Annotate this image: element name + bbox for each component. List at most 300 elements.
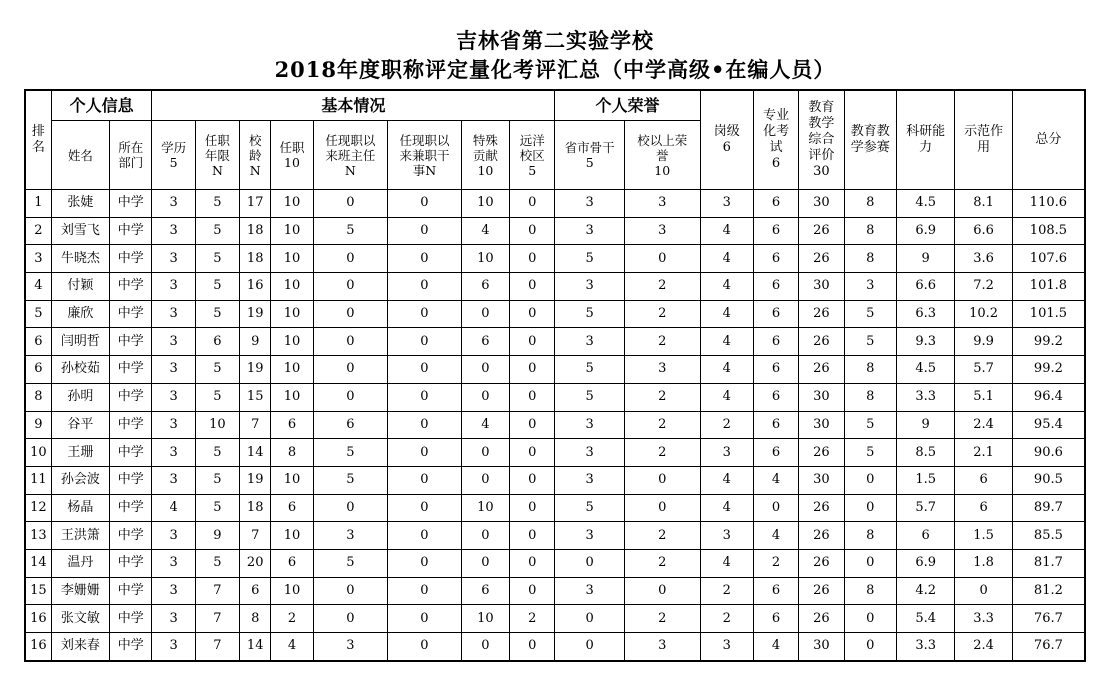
cell-special: 4 bbox=[461, 217, 509, 245]
cell-class-head: 0 bbox=[313, 190, 388, 218]
cell-tenure: 10 bbox=[195, 411, 239, 439]
cell-tenure: 5 bbox=[195, 245, 239, 273]
cell-post: 10 bbox=[271, 328, 313, 356]
cell-remote: 0 bbox=[510, 466, 555, 494]
header-total: 总分 bbox=[1012, 90, 1085, 190]
cell-tenure: 5 bbox=[195, 190, 239, 218]
cell-honor-above: 2 bbox=[624, 273, 700, 301]
cell-research: 9 bbox=[896, 411, 954, 439]
cell-teaching: 26 bbox=[799, 522, 844, 550]
cell-backbone: 3 bbox=[555, 466, 625, 494]
cell-research: 6.6 bbox=[896, 273, 954, 301]
cell-teaching: 30 bbox=[799, 383, 844, 411]
cell-remote: 0 bbox=[510, 300, 555, 328]
cell-total: 110.6 bbox=[1012, 190, 1085, 218]
cell-tenure: 7 bbox=[195, 605, 239, 633]
cell-competition: 8 bbox=[844, 245, 896, 273]
cell-teaching: 30 bbox=[799, 190, 844, 218]
cell-demo: 1.8 bbox=[955, 549, 1012, 577]
cell-post: 6 bbox=[271, 411, 313, 439]
cell-backbone: 3 bbox=[555, 273, 625, 301]
cell-exam: 6 bbox=[753, 411, 798, 439]
header-group-basic: 基本情况 bbox=[152, 90, 555, 121]
cell-demo: 6 bbox=[955, 494, 1012, 522]
cell-remote: 0 bbox=[510, 439, 555, 467]
cell-cadre: 0 bbox=[388, 466, 462, 494]
cell-rank: 2 bbox=[25, 217, 51, 245]
cell-teaching: 26 bbox=[799, 494, 844, 522]
cell-total: 81.7 bbox=[1012, 549, 1085, 577]
table-row bbox=[25, 383, 1085, 411]
header-remote: 远洋 校区 5 bbox=[510, 121, 555, 190]
cell-demo: 2.1 bbox=[955, 439, 1012, 467]
header-exam: 专业 化考 试 6 bbox=[753, 90, 798, 190]
cell-class-head: 5 bbox=[313, 217, 388, 245]
cell-research: 4.5 bbox=[896, 356, 954, 384]
cell-cadre: 0 bbox=[388, 522, 462, 550]
cell-post: 8 bbox=[271, 439, 313, 467]
cell-competition: 5 bbox=[844, 300, 896, 328]
cell-research: 6.3 bbox=[896, 300, 954, 328]
cell-special: 0 bbox=[461, 549, 509, 577]
cell-remote: 2 bbox=[510, 605, 555, 633]
cell-cadre: 0 bbox=[388, 190, 462, 218]
cell-edu: 3 bbox=[152, 300, 195, 328]
cell-honor-above: 0 bbox=[624, 577, 700, 605]
cell-backbone: 0 bbox=[555, 633, 625, 661]
cell-dept: 中学 bbox=[110, 383, 152, 411]
cell-competition: 0 bbox=[844, 494, 896, 522]
cell-cadre: 0 bbox=[388, 549, 462, 577]
cell-exam: 6 bbox=[753, 356, 798, 384]
cell-cadre: 0 bbox=[388, 411, 462, 439]
cell-remote: 0 bbox=[510, 411, 555, 439]
cell-dept: 中学 bbox=[110, 411, 152, 439]
cell-rank: 14 bbox=[25, 549, 51, 577]
cell-cadre: 0 bbox=[388, 439, 462, 467]
cell-post: 10 bbox=[271, 217, 313, 245]
cell-total: 89.7 bbox=[1012, 494, 1085, 522]
table-row bbox=[25, 605, 1085, 633]
header-demo: 示范作 用 bbox=[955, 90, 1012, 190]
cell-remote: 0 bbox=[510, 549, 555, 577]
header-dept: 所在 部门 bbox=[110, 121, 152, 190]
cell-honor-above: 0 bbox=[624, 245, 700, 273]
cell-class-head: 5 bbox=[313, 466, 388, 494]
cell-honor-above: 3 bbox=[624, 217, 700, 245]
cell-class-head: 6 bbox=[313, 411, 388, 439]
cell-edu: 3 bbox=[152, 466, 195, 494]
cell-demo: 5.7 bbox=[955, 356, 1012, 384]
cell-teaching: 30 bbox=[799, 411, 844, 439]
cell-exam: 6 bbox=[753, 605, 798, 633]
cell-demo: 10.2 bbox=[955, 300, 1012, 328]
cell-tenure: 5 bbox=[195, 273, 239, 301]
cell-backbone: 0 bbox=[555, 549, 625, 577]
cell-demo: 5.1 bbox=[955, 383, 1012, 411]
cell-total: 101.5 bbox=[1012, 300, 1085, 328]
cell-research: 5.7 bbox=[896, 494, 954, 522]
cell-cadre: 0 bbox=[388, 245, 462, 273]
cell-class-head: 0 bbox=[313, 245, 388, 273]
cell-position: 3 bbox=[700, 439, 753, 467]
cell-research: 1.5 bbox=[896, 466, 954, 494]
cell-exam: 2 bbox=[753, 549, 798, 577]
cell-rank: 1 bbox=[25, 190, 51, 218]
cell-position: 4 bbox=[700, 245, 753, 273]
header-class-head: 任现职以 来班主任 N bbox=[313, 121, 388, 190]
cell-competition: 0 bbox=[844, 633, 896, 661]
cell-special: 10 bbox=[461, 605, 509, 633]
cell-edu: 3 bbox=[152, 190, 195, 218]
cell-special: 6 bbox=[461, 273, 509, 301]
header-competition: 教育教 学参赛 bbox=[844, 90, 896, 190]
cell-class-head: 0 bbox=[313, 605, 388, 633]
cell-teaching: 26 bbox=[799, 245, 844, 273]
cell-competition: 5 bbox=[844, 328, 896, 356]
cell-name: 温丹 bbox=[51, 549, 109, 577]
header-teaching: 教育 教学 综合 评价 30 bbox=[799, 90, 844, 190]
cell-competition: 8 bbox=[844, 356, 896, 384]
cell-exam: 6 bbox=[753, 217, 798, 245]
cell-rank: 11 bbox=[25, 466, 51, 494]
cell-backbone: 5 bbox=[555, 383, 625, 411]
header-special: 特殊 贡献 10 bbox=[461, 121, 509, 190]
cell-rank: 16 bbox=[25, 633, 51, 661]
cell-teaching: 30 bbox=[799, 466, 844, 494]
cell-dept: 中学 bbox=[110, 439, 152, 467]
header-honor-above: 校以上荣 誉 10 bbox=[624, 121, 700, 190]
cell-position: 4 bbox=[700, 300, 753, 328]
cell-tenure: 5 bbox=[195, 217, 239, 245]
cell-tenure: 5 bbox=[195, 383, 239, 411]
cell-honor-above: 2 bbox=[624, 605, 700, 633]
cell-competition: 0 bbox=[844, 605, 896, 633]
cell-position: 2 bbox=[700, 605, 753, 633]
cell-special: 6 bbox=[461, 577, 509, 605]
cell-name: 刘雪飞 bbox=[51, 217, 109, 245]
cell-exam: 4 bbox=[753, 633, 798, 661]
cell-name: 刘来春 bbox=[51, 633, 109, 661]
cell-exam: 4 bbox=[753, 522, 798, 550]
cell-edu: 3 bbox=[152, 549, 195, 577]
cell-honor-above: 3 bbox=[624, 190, 700, 218]
cell-edu: 3 bbox=[152, 411, 195, 439]
cell-exam: 6 bbox=[753, 190, 798, 218]
cell-dept: 中学 bbox=[110, 273, 152, 301]
cell-post: 6 bbox=[271, 494, 313, 522]
cell-dept: 中学 bbox=[110, 190, 152, 218]
cell-post: 10 bbox=[271, 577, 313, 605]
cell-competition: 0 bbox=[844, 549, 896, 577]
cell-backbone: 3 bbox=[555, 217, 625, 245]
cell-name: 付颖 bbox=[51, 273, 109, 301]
cell-remote: 0 bbox=[510, 383, 555, 411]
cell-class-head: 0 bbox=[313, 300, 388, 328]
table-row bbox=[25, 577, 1085, 605]
cell-school-age: 6 bbox=[240, 577, 271, 605]
cell-edu: 4 bbox=[152, 494, 195, 522]
cell-school-age: 7 bbox=[240, 411, 271, 439]
cell-edu: 3 bbox=[152, 273, 195, 301]
cell-post: 6 bbox=[271, 549, 313, 577]
cell-total: 99.2 bbox=[1012, 356, 1085, 384]
cell-name: 孙明 bbox=[51, 383, 109, 411]
cell-position: 4 bbox=[700, 356, 753, 384]
cell-class-head: 0 bbox=[313, 356, 388, 384]
cell-position: 3 bbox=[700, 190, 753, 218]
cell-competition: 8 bbox=[844, 383, 896, 411]
cell-school-age: 17 bbox=[240, 190, 271, 218]
table-row bbox=[25, 328, 1085, 356]
cell-exam: 6 bbox=[753, 383, 798, 411]
cell-class-head: 5 bbox=[313, 439, 388, 467]
cell-name: 闫明哲 bbox=[51, 328, 109, 356]
table-row bbox=[25, 494, 1085, 522]
table-row bbox=[25, 466, 1085, 494]
cell-name: 牛晓杰 bbox=[51, 245, 109, 273]
table-row bbox=[25, 549, 1085, 577]
cell-remote: 0 bbox=[510, 522, 555, 550]
cell-honor-above: 2 bbox=[624, 383, 700, 411]
header-group-personal: 个人信息 bbox=[51, 90, 152, 121]
cell-backbone: 5 bbox=[555, 494, 625, 522]
cell-demo: 7.2 bbox=[955, 273, 1012, 301]
cell-teaching: 30 bbox=[799, 633, 844, 661]
cell-exam: 6 bbox=[753, 439, 798, 467]
cell-honor-above: 2 bbox=[624, 549, 700, 577]
cell-remote: 0 bbox=[510, 245, 555, 273]
cell-backbone: 3 bbox=[555, 328, 625, 356]
cell-research: 4.5 bbox=[896, 190, 954, 218]
cell-position: 4 bbox=[700, 494, 753, 522]
cell-total: 81.2 bbox=[1012, 577, 1085, 605]
cell-tenure: 7 bbox=[195, 577, 239, 605]
cell-research: 9 bbox=[896, 245, 954, 273]
cell-dept: 中学 bbox=[110, 494, 152, 522]
cell-rank: 8 bbox=[25, 383, 51, 411]
cell-exam: 6 bbox=[753, 300, 798, 328]
cell-dept: 中学 bbox=[110, 217, 152, 245]
cell-research: 5.4 bbox=[896, 605, 954, 633]
cell-dept: 中学 bbox=[110, 633, 152, 661]
cell-backbone: 3 bbox=[555, 522, 625, 550]
cell-rank: 10 bbox=[25, 439, 51, 467]
cell-dept: 中学 bbox=[110, 300, 152, 328]
cell-school-age: 7 bbox=[240, 522, 271, 550]
cell-cadre: 0 bbox=[388, 494, 462, 522]
cell-teaching: 26 bbox=[799, 328, 844, 356]
cell-teaching: 26 bbox=[799, 549, 844, 577]
cell-tenure: 5 bbox=[195, 494, 239, 522]
header-tenure: 任职 年限 N bbox=[195, 121, 239, 190]
cell-backbone: 0 bbox=[555, 605, 625, 633]
cell-research: 9.3 bbox=[896, 328, 954, 356]
cell-demo: 1.5 bbox=[955, 522, 1012, 550]
cell-honor-above: 0 bbox=[624, 494, 700, 522]
cell-demo: 2.4 bbox=[955, 633, 1012, 661]
cell-remote: 0 bbox=[510, 633, 555, 661]
cell-tenure: 5 bbox=[195, 466, 239, 494]
cell-special: 0 bbox=[461, 300, 509, 328]
cell-class-head: 0 bbox=[313, 577, 388, 605]
cell-edu: 3 bbox=[152, 439, 195, 467]
cell-name: 王珊 bbox=[51, 439, 109, 467]
cell-remote: 0 bbox=[510, 328, 555, 356]
cell-edu: 3 bbox=[152, 633, 195, 661]
cell-competition: 8 bbox=[844, 577, 896, 605]
cell-dept: 中学 bbox=[110, 356, 152, 384]
cell-competition: 8 bbox=[844, 522, 896, 550]
cell-position: 4 bbox=[700, 383, 753, 411]
cell-rank: 3 bbox=[25, 245, 51, 273]
cell-special: 0 bbox=[461, 466, 509, 494]
cell-total: 108.5 bbox=[1012, 217, 1085, 245]
cell-special: 4 bbox=[461, 411, 509, 439]
cell-position: 3 bbox=[700, 633, 753, 661]
cell-rank: 12 bbox=[25, 494, 51, 522]
cell-special: 0 bbox=[461, 439, 509, 467]
cell-demo: 3.3 bbox=[955, 605, 1012, 633]
cell-cadre: 0 bbox=[388, 328, 462, 356]
cell-dept: 中学 bbox=[110, 577, 152, 605]
cell-name: 张文敏 bbox=[51, 605, 109, 633]
cell-name: 谷平 bbox=[51, 411, 109, 439]
cell-exam: 6 bbox=[753, 245, 798, 273]
cell-total: 96.4 bbox=[1012, 383, 1085, 411]
header-rank: 排名 bbox=[25, 90, 51, 190]
cell-position: 2 bbox=[700, 411, 753, 439]
cell-post: 10 bbox=[271, 300, 313, 328]
cell-school-age: 18 bbox=[240, 217, 271, 245]
cell-rank: 16 bbox=[25, 605, 51, 633]
cell-class-head: 0 bbox=[313, 494, 388, 522]
table-row bbox=[25, 273, 1085, 301]
cell-remote: 0 bbox=[510, 217, 555, 245]
cell-name: 廉欣 bbox=[51, 300, 109, 328]
cell-school-age: 9 bbox=[240, 328, 271, 356]
cell-backbone: 3 bbox=[555, 439, 625, 467]
cell-dept: 中学 bbox=[110, 328, 152, 356]
cell-backbone: 3 bbox=[555, 577, 625, 605]
cell-total: 76.7 bbox=[1012, 605, 1085, 633]
cell-post: 10 bbox=[271, 522, 313, 550]
cell-class-head: 0 bbox=[313, 273, 388, 301]
table-row bbox=[25, 522, 1085, 550]
cell-special: 0 bbox=[461, 522, 509, 550]
cell-total: 90.5 bbox=[1012, 466, 1085, 494]
cell-exam: 6 bbox=[753, 328, 798, 356]
cell-total: 99.2 bbox=[1012, 328, 1085, 356]
cell-school-age: 18 bbox=[240, 245, 271, 273]
cell-edu: 3 bbox=[152, 328, 195, 356]
cell-school-age: 19 bbox=[240, 356, 271, 384]
cell-competition: 3 bbox=[844, 273, 896, 301]
cell-tenure: 5 bbox=[195, 549, 239, 577]
cell-honor-above: 2 bbox=[624, 300, 700, 328]
cell-cadre: 0 bbox=[388, 273, 462, 301]
cell-cadre: 0 bbox=[388, 605, 462, 633]
cell-school-age: 19 bbox=[240, 466, 271, 494]
cell-honor-above: 2 bbox=[624, 439, 700, 467]
table-row bbox=[25, 356, 1085, 384]
cell-research: 6.9 bbox=[896, 217, 954, 245]
cell-position: 2 bbox=[700, 577, 753, 605]
cell-tenure: 9 bbox=[195, 522, 239, 550]
cell-rank: 6 bbox=[25, 328, 51, 356]
table-row bbox=[25, 245, 1085, 273]
cell-teaching: 26 bbox=[799, 605, 844, 633]
cell-class-head: 0 bbox=[313, 328, 388, 356]
cell-teaching: 26 bbox=[799, 300, 844, 328]
cell-research: 8.5 bbox=[896, 439, 954, 467]
cell-remote: 0 bbox=[510, 190, 555, 218]
cell-edu: 3 bbox=[152, 605, 195, 633]
cell-remote: 0 bbox=[510, 494, 555, 522]
cell-honor-above: 0 bbox=[624, 466, 700, 494]
cell-cadre: 0 bbox=[388, 217, 462, 245]
cell-exam: 4 bbox=[753, 466, 798, 494]
cell-demo: 8.1 bbox=[955, 190, 1012, 218]
cell-backbone: 3 bbox=[555, 411, 625, 439]
header-cadre: 任现职以 来兼职干 事N bbox=[388, 121, 462, 190]
cell-backbone: 5 bbox=[555, 245, 625, 273]
cell-rank: 6 bbox=[25, 356, 51, 384]
table-row bbox=[25, 190, 1085, 218]
cell-total: 76.7 bbox=[1012, 633, 1085, 661]
cell-remote: 0 bbox=[510, 273, 555, 301]
cell-class-head: 3 bbox=[313, 633, 388, 661]
table-row bbox=[25, 633, 1085, 661]
page-title: 吉林省第二实验学校 bbox=[456, 28, 654, 53]
cell-backbone: 5 bbox=[555, 356, 625, 384]
header-position: 岗级 6 bbox=[700, 90, 753, 190]
cell-research: 6 bbox=[896, 522, 954, 550]
cell-research: 3.3 bbox=[896, 633, 954, 661]
cell-school-age: 14 bbox=[240, 439, 271, 467]
header-school-age: 校 龄 N bbox=[240, 121, 271, 190]
cell-research: 6.9 bbox=[896, 549, 954, 577]
cell-edu: 3 bbox=[152, 245, 195, 273]
cell-total: 95.4 bbox=[1012, 411, 1085, 439]
cell-special: 10 bbox=[461, 494, 509, 522]
cell-tenure: 5 bbox=[195, 439, 239, 467]
cell-post: 10 bbox=[271, 273, 313, 301]
cell-school-age: 16 bbox=[240, 273, 271, 301]
cell-school-age: 8 bbox=[240, 605, 271, 633]
cell-position: 4 bbox=[700, 328, 753, 356]
cell-name: 张婕 bbox=[51, 190, 109, 218]
cell-total: 101.8 bbox=[1012, 273, 1085, 301]
cell-position: 4 bbox=[700, 549, 753, 577]
cell-tenure: 5 bbox=[195, 300, 239, 328]
cell-school-age: 20 bbox=[240, 549, 271, 577]
cell-honor-above: 2 bbox=[624, 328, 700, 356]
cell-research: 3.3 bbox=[896, 383, 954, 411]
cell-demo: 6 bbox=[955, 466, 1012, 494]
cell-demo: 9.9 bbox=[955, 328, 1012, 356]
cell-post: 10 bbox=[271, 245, 313, 273]
cell-post: 10 bbox=[271, 356, 313, 384]
cell-honor-above: 2 bbox=[624, 522, 700, 550]
cell-school-age: 18 bbox=[240, 494, 271, 522]
cell-position: 4 bbox=[700, 466, 753, 494]
cell-tenure: 5 bbox=[195, 356, 239, 384]
cell-post: 4 bbox=[271, 633, 313, 661]
cell-school-age: 14 bbox=[240, 633, 271, 661]
cell-demo: 6.6 bbox=[955, 217, 1012, 245]
cell-rank: 13 bbox=[25, 522, 51, 550]
